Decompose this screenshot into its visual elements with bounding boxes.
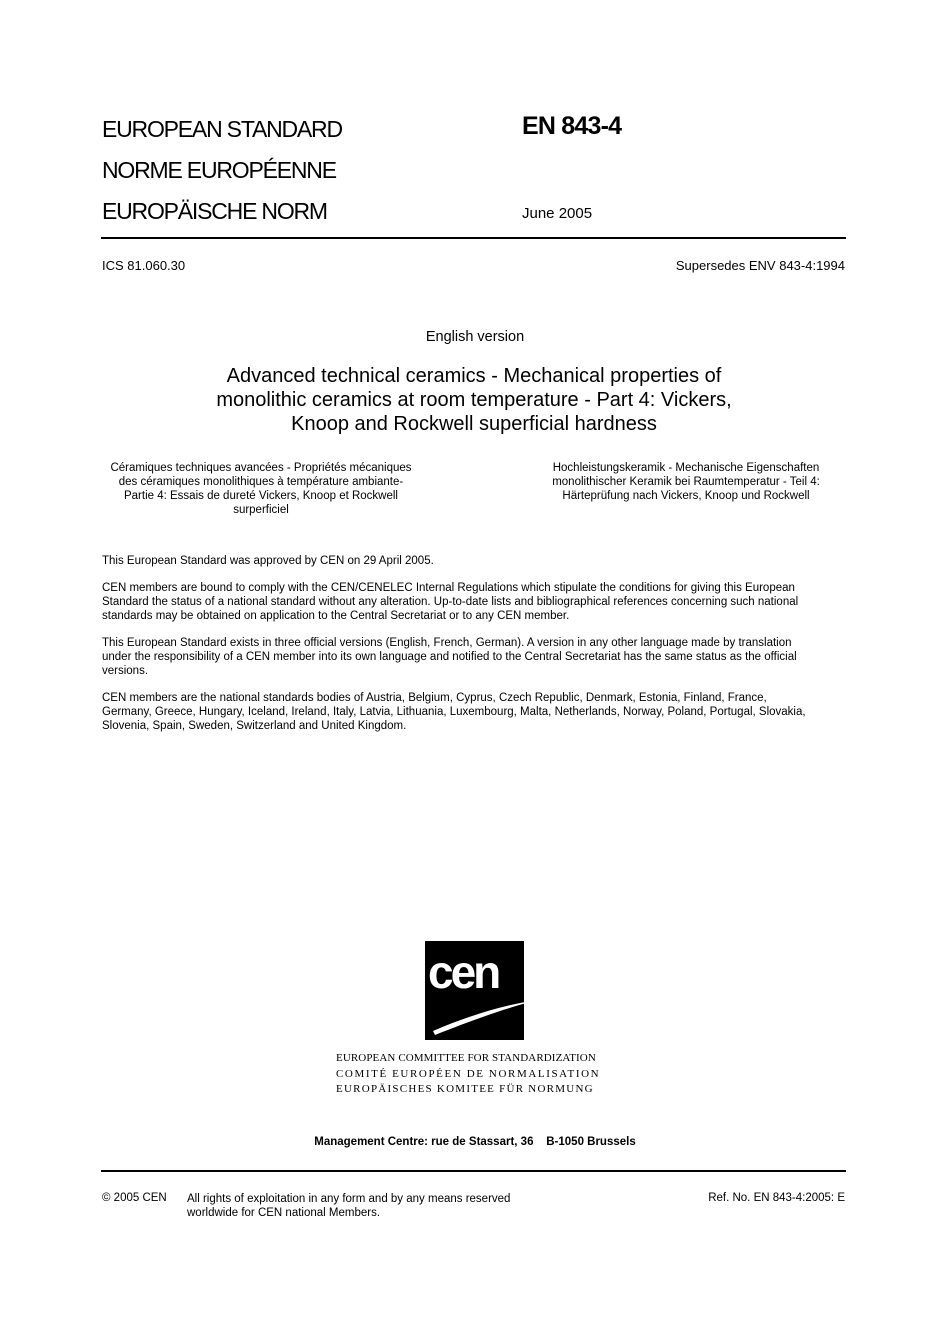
- version-label: English version: [425, 329, 525, 345]
- title-de-line: Härteprüfung nach Vickers, Knoop und Rockwell: [562, 490, 810, 502]
- rights-statement: [187, 1192, 567, 1220]
- committee-name-fr: COMITÉ EUROPÉEN DE NORMALISATION: [336, 1067, 601, 1080]
- title-line: monolithic ceramics at room temperature - Part 4: Vickers,: [216, 389, 732, 411]
- title-de-line: monolithischer Keramik bei Raumtemperatur - Teil 4:: [552, 476, 820, 488]
- paragraph-line: Germany, Greece, Hungary, Iceland, Ireland, Italy, Latvia, Lithuania, Luxembourg, Malta, Netherlands, Norway, Poland, Portugal, Slovakia,: [102, 706, 806, 718]
- committee-name-en: EUROPEAN COMMITTEE FOR STANDARDIZATION: [336, 1052, 596, 1064]
- cen-logo: [425, 941, 537, 1040]
- paragraph-line: versions.: [102, 665, 149, 677]
- standard-type-en: EUROPEAN STANDARD: [102, 116, 342, 142]
- paragraph-line: Slovenia, Spain, Sweden, Switzerland and United Kingdom.: [102, 720, 407, 732]
- standard-type-fr: NORME EUROPÉENNE: [102, 157, 336, 183]
- publication-date: June 2005: [522, 205, 593, 222]
- approval-paragraph: [102, 554, 847, 568]
- title-de-line: Hochleistungskeramik - Mechanische Eigenschaften: [552, 462, 820, 474]
- versions-paragraph: [102, 636, 847, 678]
- title-german: [528, 461, 844, 503]
- footer-divider: [101, 1170, 846, 1172]
- logo-text: cen: [428, 946, 499, 998]
- title-line: Knoop and Rockwell superficial hardness: [291, 413, 657, 435]
- supersedes-note: Supersedes ENV 843-4:1994: [675, 258, 845, 273]
- committee-names: [336, 1051, 600, 1098]
- paragraph-line: under the responsibility of a CEN member into its own language and notified to the Central Secretariat has the same status as the official: [102, 651, 797, 663]
- paragraph-line: This European Standard was approved by CEN on 29 April 2005.: [102, 555, 434, 567]
- rights-line: All rights of exploitation in any form and by any means reserved: [187, 1193, 511, 1205]
- title-fr-line: Céramiques techniques avancées - Propriétés mécaniques: [110, 462, 412, 474]
- header-divider: [101, 237, 846, 239]
- paragraph-line: standards may be obtained on application to the Central Secretariat or to any CEN member.: [102, 610, 570, 622]
- document-title: [150, 364, 798, 436]
- standard-number: EN 843-4: [522, 112, 622, 140]
- rights-line: worldwide for CEN national Members.: [187, 1207, 381, 1219]
- paragraph-line: Standard the status of a national standard without any alteration. Up-to-date lists and bibliographical references concerning such national: [102, 596, 799, 608]
- copyright: © 2005 CEN: [102, 1192, 167, 1204]
- committee-name-de: EUROPÄISCHES KOMITEE FÜR NORMUNG: [336, 1083, 594, 1095]
- title-fr-line: surperficiel: [233, 504, 289, 516]
- ics-code: ICS 81.060.30: [102, 258, 186, 273]
- paragraph-line: CEN members are the national standards bodies of Austria, Belgium, Cyprus, Czech Republic, Denmark, Estonia, Finland, France,: [102, 692, 767, 704]
- reference-number: Ref. No. EN 843-4:2005: E: [708, 1192, 845, 1204]
- paragraph-line: This European Standard exists in three official versions (English, French, German). A version in any other language made by translation: [102, 637, 792, 649]
- title-french: [100, 461, 422, 517]
- title-line: Advanced technical ceramics - Mechanical properties of: [226, 365, 722, 387]
- compliance-paragraph: [102, 581, 847, 623]
- standard-type-de: EUROPÄISCHE NORM: [102, 198, 327, 224]
- members-paragraph: [102, 691, 847, 733]
- title-fr-line: Partie 4: Essais de dureté Vickers, Knoop et Rockwell: [123, 490, 398, 502]
- title-fr-line: des céramiques monolithiques à température ambiante-: [118, 476, 404, 488]
- management-centre: Management Centre: rue de Stassart, 36 B-1050 Brussels: [314, 1136, 636, 1148]
- paragraph-line: CEN members are bound to comply with the CEN/CENELEC Internal Regulations which stipulate the conditions for giving this European: [102, 582, 795, 594]
